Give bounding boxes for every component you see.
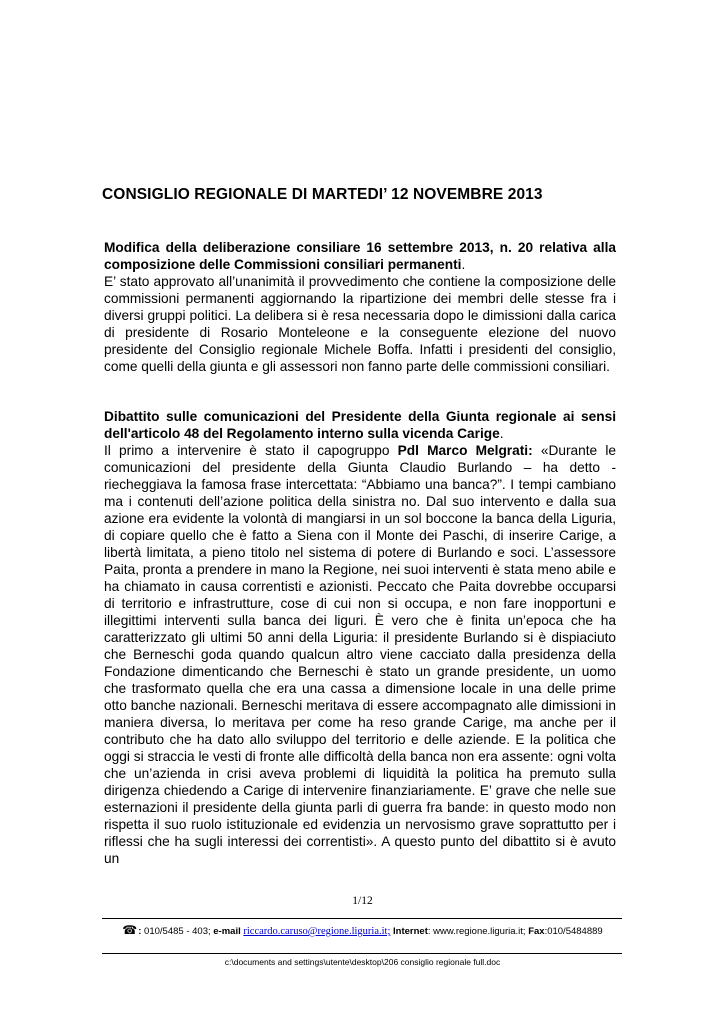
phone-number: 010/5485 - 403;: [141, 926, 214, 937]
heading-period: .: [461, 257, 466, 272]
file-path: c:\documents and settings\utente\desktop\206 consiglio regionale full.doc: [224, 957, 501, 967]
section-heading: Modifica della deliberazione consiliare 16 settembre 2013, n. 20 relativa alla composizione delle Commissioni consiliari permanenti: [104, 240, 616, 272]
email-link[interactable]: riccardo.caruso@regione.liguria.it;: [243, 926, 391, 937]
internet-label: Internet: [393, 926, 428, 937]
section-carige: [104, 408, 616, 867]
footer-contact: [0, 923, 725, 937]
fax-label: Fax: [528, 926, 545, 937]
section-carige-paragraph: [104, 408, 616, 867]
section-heading: Dibattito sulle comunicazioni del Presidente della Giunta regionale ai sensi dell'articolo 48 del Regolamento interno sulla vicenda Carige: [104, 409, 616, 441]
phone-label: :: [138, 926, 142, 937]
email-label: e-mail: [213, 926, 241, 937]
speaker-name: Pdl Marco Melgrati:: [397, 443, 533, 458]
footer-divider-bottom: [102, 953, 622, 954]
telephone-icon: ☎: [122, 923, 138, 937]
section-delibera-paragraph: [104, 239, 616, 375]
section-delibera: [104, 239, 616, 375]
page-number: 1/12: [352, 895, 373, 907]
internet-url: : www.regione.liguria.it;: [427, 926, 529, 937]
section-text: E’ stato approvato all’unanimità il provvedimento che contiene la composizione delle commissioni permanenti aggiornando la ripartizione dei membri delle stesse fra i diversi gruppi politici. La delibera si è resa necessaria dopo le dimissioni dalla carica di presidente di Rosario Monteleone e la conseguente elezione del nuovo presidente del Consiglio regionale Michele Boffa. Infatti i presidenti del consiglio, come quelli della giunta e gli assessori non fanno parte delle commissioni consiliari.: [104, 274, 616, 374]
heading-period: .: [499, 426, 504, 441]
section-text: «Durante le comunicazioni del presidente della Giunta Claudio Burlando – ha detto - riecheggiava la famosa frase intercettata: “Abbiamo una banca?”. I tempi cambiano ma i contenuti dell’azione politica della sinistra no. Dal suo intervento e dalla sua azione era evidente la volontà di mangiarsi in un sol boccone la banca della Liguria, di copiare quello che è fatto a Siena con il Monte dei Paschi, di inserire Carige, a libertà limitata, a pieno titolo nel sistema di potere di Burlando e soci. L’assessore Paita, pronta a prendere in mano la Regione, nei suoi interventi è stata meno abile e ha chiamato in causa correntisti e azionisti. Peccato che Paita dovrebbe occuparsi di territorio e infrastrutture, cose di cui non si occupa, e non fare inopportuni e illegittimi interventi sulla banca dei liguri. È vero che è finita un’epoca che ha caratterizzato gli ultimi 50 anni della Liguria: il presidente Burlando si è dispiaciuto che Berneschi goda quando qualcun altro viene cacciato dalla presidenza della Fondazione dimenticando che Berneschi è stato un grande presidente, un uomo che trasformato quella che era una cassa a dimensione locale in una delle prime otto banche nazionali. Berneschi meritava di essere accompagnato alle dimissioni in maniera diversa, lo meritava per come ha reso grande Carige, ma anche per il contributo che ha dato allo sviluppo del territorio e delle aziende. E la politica che oggi si straccia le vesti di fronte alle difficoltà della banca non era assente: ogni volta che un’azienda in crisi aveva problemi di liquidità la politica ha premuto sulla dirigenza chiedendo a Carige di intervenire finanziariamente. E’ grave che nelle sue esternazioni il presidente della giunta parli di guerra fra bande: in questo modo non rispetta il suo ruolo istituzionale ed evidenzia un nervosismo grave soprattutto per i riflessi che ha sugli interessi dei correntisti». A questo punto del dibattito si è avuto un: [104, 443, 616, 866]
document-title: CONSIGLIO REGIONALE DI MARTEDI’ 12 NOVEMBRE 2013: [102, 186, 543, 203]
fax-number: :010/5484889: [544, 926, 603, 937]
footer-divider-top: [102, 918, 622, 919]
section-text-intro: Il primo a intervenire è stato il capogruppo: [104, 443, 398, 458]
